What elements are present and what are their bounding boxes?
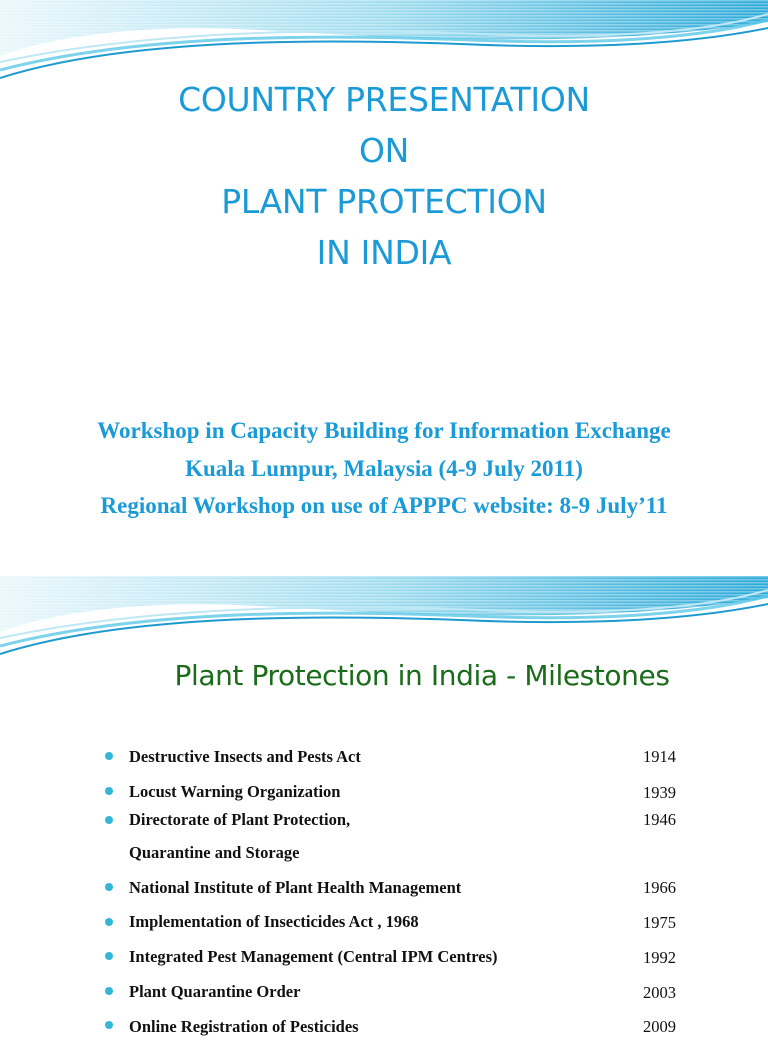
bullet-icon <box>105 987 113 995</box>
bullet-icon <box>105 752 113 760</box>
milestone-label: Integrated Pest Management (Central IPM Centres) <box>129 947 498 966</box>
milestone-year: 1975 <box>643 913 676 932</box>
milestone-label: National Institute of Plant Health Management <box>129 878 462 897</box>
milestone-year: 1992 <box>643 948 676 967</box>
bullet-icon <box>105 1021 113 1029</box>
presentation-title <box>0 74 768 278</box>
milestone-year: 1914 <box>643 747 676 766</box>
milestone-label-continued: Quarantine and Storage <box>129 843 300 862</box>
bullet-icon <box>105 883 113 891</box>
milestone-year: 2003 <box>643 983 676 1002</box>
title-line: IN INDIA <box>316 233 452 272</box>
milestone-label: Implementation of Insecticides Act , 1968 <box>129 912 419 931</box>
title-line: PLANT PROTECTION <box>221 182 547 221</box>
milestone-year: 1966 <box>643 878 676 897</box>
subtitle-line: Regional Workshop on use of APPPC website: 8-9 July’11 <box>100 493 668 518</box>
milestone-year: 2009 <box>643 1017 676 1036</box>
subtitle-line: Workshop in Capacity Building for Information Exchange <box>97 418 671 443</box>
milestone-year: 1939 <box>643 783 676 802</box>
presentation-subtitle <box>0 412 768 525</box>
bullet-icon <box>105 816 113 824</box>
title-line: COUNTRY PRESENTATION <box>178 80 590 119</box>
milestones-list <box>0 576 768 1036</box>
subtitle-line: Kuala Lumpur, Malaysia (4-9 July 2011) <box>185 455 583 481</box>
milestones-slide <box>0 576 768 1036</box>
milestones-heading: Plant Protection in India - Milestones <box>174 659 670 692</box>
milestone-label: Destructive Insects and Pests Act <box>129 747 361 766</box>
bullet-icon <box>105 918 113 926</box>
bullet-icon <box>105 787 113 795</box>
milestone-label: Plant Quarantine Order <box>129 982 301 1001</box>
bullet-icon <box>105 952 113 960</box>
milestone-year: 1946 <box>643 810 676 829</box>
milestone-label: Locust Warning Organization <box>129 782 341 801</box>
milestone-label: Directorate of Plant Protection, <box>129 810 351 829</box>
title-line: ON <box>358 131 410 170</box>
milestone-label: Online Registration of Pesticides <box>129 1017 359 1036</box>
